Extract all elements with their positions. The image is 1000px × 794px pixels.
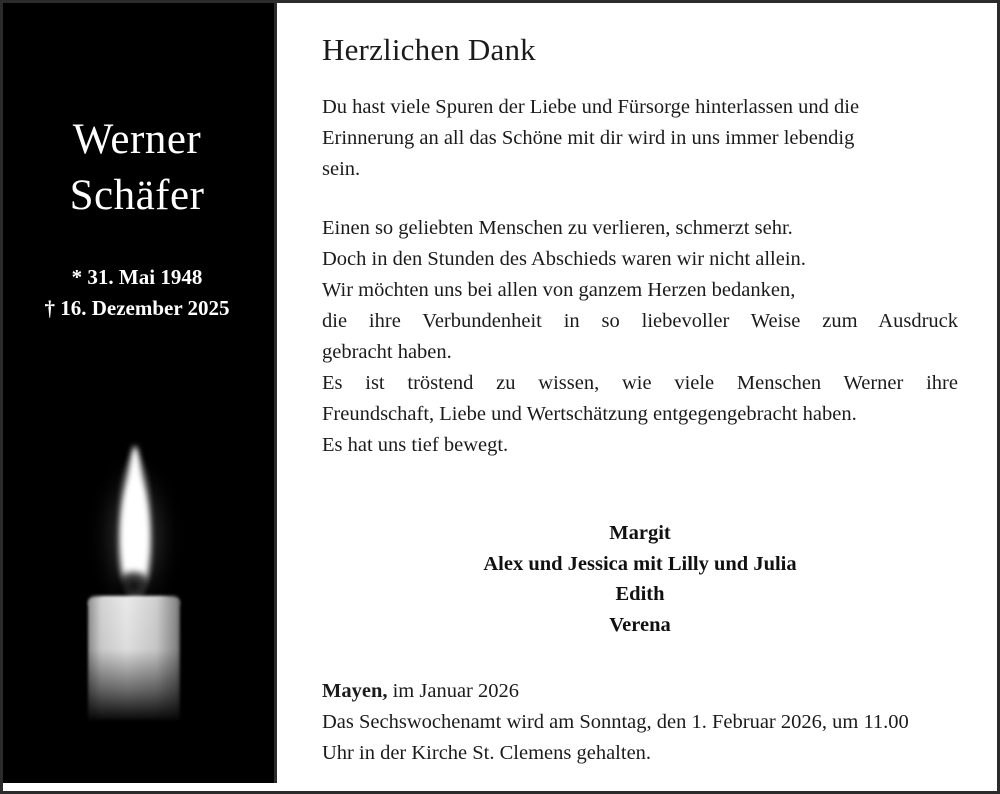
deceased-first-name: Werner [72, 116, 202, 163]
family-signatures [322, 518, 958, 640]
deceased-last-name: Schäfer [69, 172, 205, 219]
candle-image [0, 420, 274, 720]
family-member: Edith [615, 583, 665, 605]
paragraph-line: die ihre Verbundenheit in so liebevoller Weise zum Ausdruck [322, 310, 958, 332]
thanks-paragraph-one [322, 92, 958, 185]
death-date: † 16. Dezember 2025 [44, 296, 230, 320]
birth-date: * 31. Mai 1948 [71, 265, 203, 289]
candle-body [88, 598, 180, 720]
family-member: Margit [609, 522, 671, 544]
notice-content [280, 0, 997, 783]
place-name: Mayen, [322, 680, 388, 702]
memorial-panel [0, 0, 277, 783]
life-dates [0, 262, 274, 324]
notice-footer [322, 676, 967, 769]
thanks-paragraph-two [322, 213, 958, 461]
notice-date: im Januar 2026 [387, 680, 520, 702]
paragraph-line: gebracht haben. [322, 341, 452, 363]
paragraph-line: sein. [322, 158, 361, 180]
paragraph-line: Es hat uns tief bewegt. [322, 434, 509, 456]
deceased-name [0, 112, 274, 224]
place-and-date [322, 676, 967, 707]
paragraph-line: Wir möchten uns bei allen von ganzem Herzen bedanken, [322, 279, 796, 301]
paragraph-line: Einen so geliebten Menschen zu verlieren, schmerzt sehr. [322, 217, 793, 239]
paragraph-line: Es ist tröstend zu wissen, wie viele Menschen Werner ihre [322, 372, 958, 394]
family-member: Verena [609, 613, 671, 636]
paragraph-line: Erinnerung an all das Schöne mit dir wird in uns immer lebendig [322, 127, 855, 149]
family-member: Alex und Jessica mit Lilly und Julia [483, 552, 797, 575]
paragraph-line: Doch in den Stunden des Abschieds waren wir nicht allein. [322, 248, 806, 270]
service-announcement-line: Uhr in der Kirche St. Clemens gehalten. [322, 742, 652, 764]
service-announcement-line: Das Sechswochenamt wird am Sonntag, den 1. Februar 2026, um 11.00 [322, 711, 909, 733]
paragraph-line: Freundschaft, Liebe und Wertschätzung entgegengebracht haben. [322, 403, 857, 425]
page-title: Herzlichen Dank [322, 32, 536, 67]
paragraph-line: Du hast viele Spuren der Liebe und Fürsorge hinterlassen und die [322, 96, 860, 118]
